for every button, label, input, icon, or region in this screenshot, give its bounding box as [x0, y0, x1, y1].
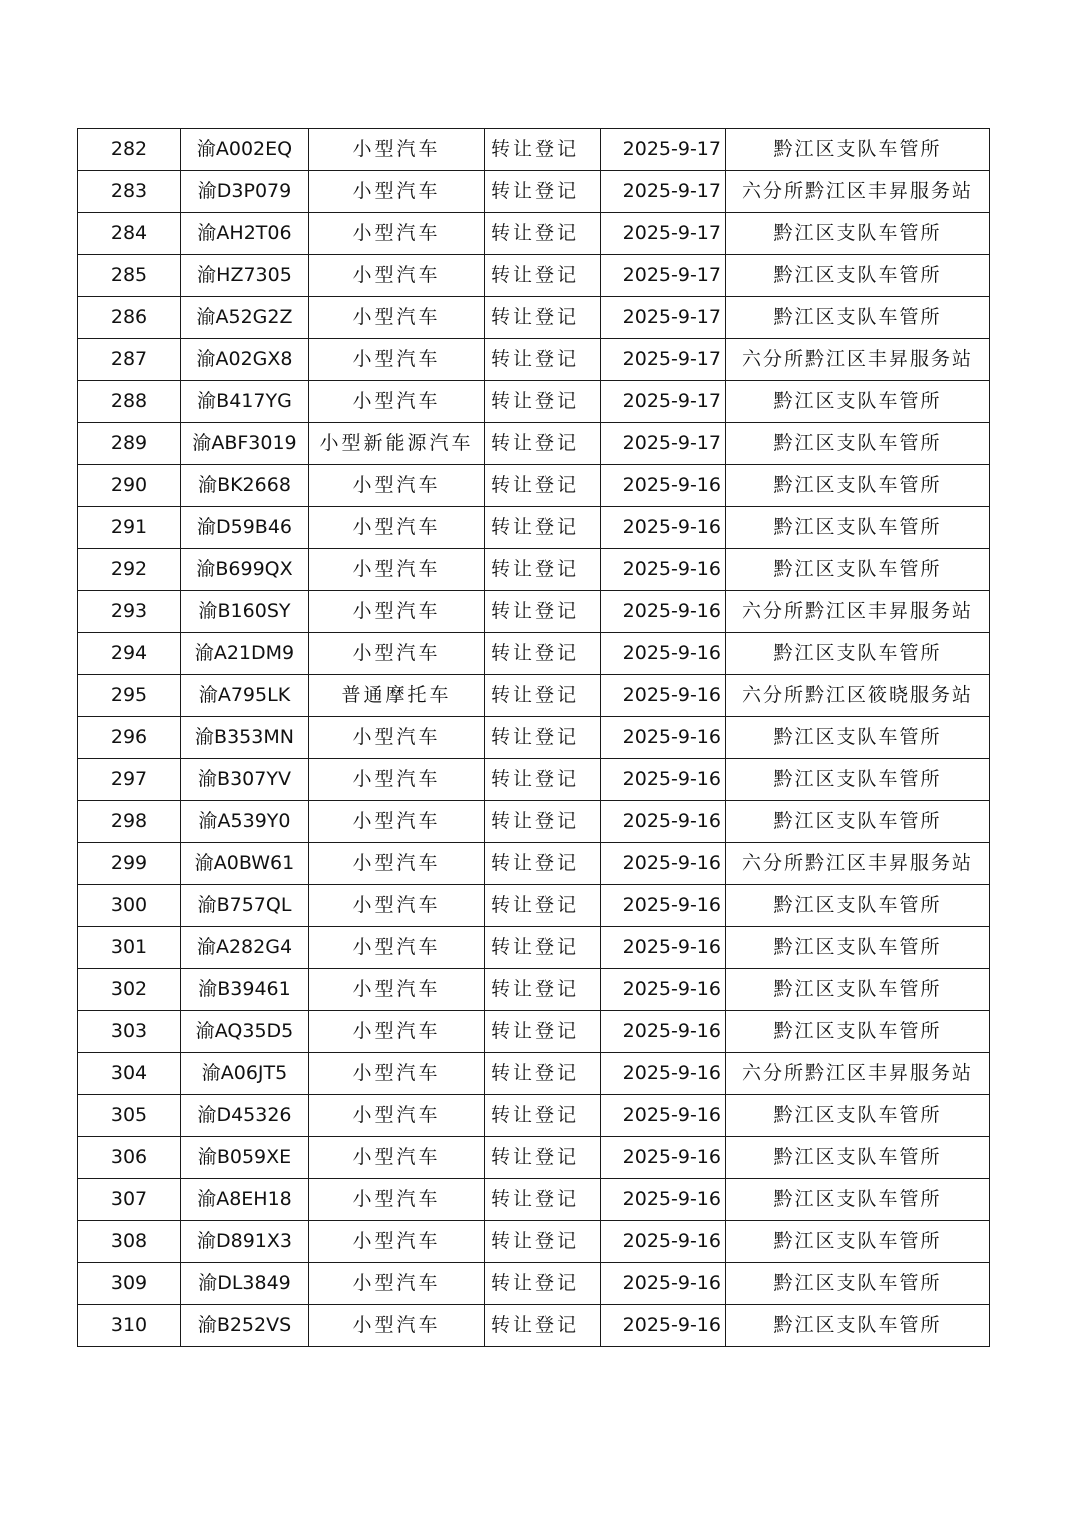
cell-date: 2025-9-16 — [601, 1221, 726, 1263]
cell-serial-number: 284 — [78, 213, 181, 255]
cell-date: 2025-9-16 — [601, 1137, 726, 1179]
cell-plate-number: 渝A539Y0 — [181, 801, 309, 843]
cell-office: 黔江区支队车管所 — [726, 465, 990, 507]
cell-serial-number: 305 — [78, 1095, 181, 1137]
cell-office: 黔江区支队车管所 — [726, 423, 990, 465]
cell-vehicle-type: 小型汽车 — [309, 633, 485, 675]
table-row — [78, 1053, 990, 1095]
cell-date: 2025-9-16 — [601, 1095, 726, 1137]
table-row — [78, 885, 990, 927]
cell-office: 六分所黔江区筱晓服务站 — [726, 675, 990, 717]
cell-plate-number: 渝D45326 — [181, 1095, 309, 1137]
cell-serial-number: 293 — [78, 591, 181, 633]
cell-vehicle-type: 小型汽车 — [309, 1221, 485, 1263]
cell-plate-number: 渝A8EH18 — [181, 1179, 309, 1221]
table-row — [78, 801, 990, 843]
cell-business-type: 转让登记 — [485, 633, 601, 675]
cell-date: 2025-9-16 — [601, 927, 726, 969]
table-row — [78, 381, 990, 423]
cell-business-type: 转让登记 — [485, 1263, 601, 1305]
cell-vehicle-type: 小型汽车 — [309, 507, 485, 549]
table-row — [78, 255, 990, 297]
cell-plate-number: 渝B353MN — [181, 717, 309, 759]
cell-serial-number: 299 — [78, 843, 181, 885]
cell-vehicle-type: 小型汽车 — [309, 339, 485, 381]
table-row — [78, 507, 990, 549]
cell-plate-number: 渝B059XE — [181, 1137, 309, 1179]
cell-vehicle-type: 小型汽车 — [309, 843, 485, 885]
cell-serial-number: 306 — [78, 1137, 181, 1179]
cell-date: 2025-9-17 — [601, 339, 726, 381]
cell-serial-number: 302 — [78, 969, 181, 1011]
cell-plate-number: 渝B39461 — [181, 969, 309, 1011]
cell-business-type: 转让登记 — [485, 423, 601, 465]
cell-business-type: 转让登记 — [485, 549, 601, 591]
cell-vehicle-type: 小型汽车 — [309, 591, 485, 633]
cell-serial-number: 289 — [78, 423, 181, 465]
table-row — [78, 633, 990, 675]
cell-office: 黔江区支队车管所 — [726, 1095, 990, 1137]
cell-office: 黔江区支队车管所 — [726, 1305, 990, 1347]
cell-date: 2025-9-16 — [601, 1263, 726, 1305]
cell-date: 2025-9-17 — [601, 423, 726, 465]
cell-office: 黔江区支队车管所 — [726, 1137, 990, 1179]
cell-plate-number: 渝A06JT5 — [181, 1053, 309, 1095]
cell-business-type: 转让登记 — [485, 465, 601, 507]
table-row — [78, 759, 990, 801]
cell-business-type: 转让登记 — [485, 381, 601, 423]
table-row — [78, 213, 990, 255]
cell-vehicle-type: 小型汽车 — [309, 885, 485, 927]
cell-serial-number: 296 — [78, 717, 181, 759]
cell-vehicle-type: 小型汽车 — [309, 801, 485, 843]
table-row — [78, 675, 990, 717]
table-row — [78, 297, 990, 339]
cell-office: 六分所黔江区丰昇服务站 — [726, 339, 990, 381]
cell-office: 黔江区支队车管所 — [726, 507, 990, 549]
cell-office: 黔江区支队车管所 — [726, 1179, 990, 1221]
cell-serial-number: 304 — [78, 1053, 181, 1095]
cell-vehicle-type: 小型新能源汽车 — [309, 423, 485, 465]
table-row — [78, 1137, 990, 1179]
table-body — [78, 129, 990, 1347]
table-row — [78, 1095, 990, 1137]
cell-business-type: 转让登记 — [485, 885, 601, 927]
cell-serial-number: 308 — [78, 1221, 181, 1263]
cell-business-type: 转让登记 — [485, 507, 601, 549]
cell-serial-number: 282 — [78, 129, 181, 171]
cell-date: 2025-9-16 — [601, 591, 726, 633]
cell-plate-number: 渝A52G2Z — [181, 297, 309, 339]
cell-vehicle-type: 小型汽车 — [309, 213, 485, 255]
cell-business-type: 转让登记 — [485, 969, 601, 1011]
cell-date: 2025-9-16 — [601, 843, 726, 885]
table-row — [78, 465, 990, 507]
cell-business-type: 转让登记 — [485, 759, 601, 801]
cell-office: 黔江区支队车管所 — [726, 213, 990, 255]
cell-plate-number: 渝B757QL — [181, 885, 309, 927]
cell-business-type: 转让登记 — [485, 1053, 601, 1095]
cell-date: 2025-9-16 — [601, 1179, 726, 1221]
cell-business-type: 转让登记 — [485, 213, 601, 255]
cell-plate-number: 渝A795LK — [181, 675, 309, 717]
cell-plate-number: 渝B160SY — [181, 591, 309, 633]
cell-business-type: 转让登记 — [485, 1011, 601, 1053]
cell-date: 2025-9-17 — [601, 297, 726, 339]
registration-table — [77, 128, 990, 1347]
cell-plate-number: 渝B699QX — [181, 549, 309, 591]
table-row — [78, 171, 990, 213]
table-row — [78, 591, 990, 633]
cell-business-type: 转让登记 — [485, 675, 601, 717]
cell-serial-number: 298 — [78, 801, 181, 843]
cell-date: 2025-9-16 — [601, 885, 726, 927]
cell-serial-number: 287 — [78, 339, 181, 381]
table-row — [78, 1179, 990, 1221]
cell-business-type: 转让登记 — [485, 129, 601, 171]
table-row — [78, 1221, 990, 1263]
cell-office: 黔江区支队车管所 — [726, 1221, 990, 1263]
cell-serial-number: 290 — [78, 465, 181, 507]
cell-serial-number: 283 — [78, 171, 181, 213]
cell-vehicle-type: 小型汽车 — [309, 717, 485, 759]
cell-office: 黔江区支队车管所 — [726, 129, 990, 171]
cell-office: 黔江区支队车管所 — [726, 1011, 990, 1053]
cell-vehicle-type: 小型汽车 — [309, 1263, 485, 1305]
cell-office: 六分所黔江区丰昇服务站 — [726, 171, 990, 213]
cell-office: 黔江区支队车管所 — [726, 549, 990, 591]
cell-date: 2025-9-17 — [601, 213, 726, 255]
cell-plate-number: 渝B252VS — [181, 1305, 309, 1347]
cell-office: 黔江区支队车管所 — [726, 969, 990, 1011]
cell-plate-number: 渝BK2668 — [181, 465, 309, 507]
cell-date: 2025-9-17 — [601, 129, 726, 171]
cell-office: 黔江区支队车管所 — [726, 297, 990, 339]
cell-business-type: 转让登记 — [485, 1095, 601, 1137]
cell-vehicle-type: 小型汽车 — [309, 129, 485, 171]
cell-office: 黔江区支队车管所 — [726, 801, 990, 843]
cell-vehicle-type: 小型汽车 — [309, 1305, 485, 1347]
cell-office: 黔江区支队车管所 — [726, 927, 990, 969]
cell-serial-number: 288 — [78, 381, 181, 423]
cell-office: 黔江区支队车管所 — [726, 381, 990, 423]
cell-business-type: 转让登记 — [485, 801, 601, 843]
cell-plate-number: 渝D3P079 — [181, 171, 309, 213]
cell-plate-number: 渝A21DM9 — [181, 633, 309, 675]
cell-office: 黔江区支队车管所 — [726, 759, 990, 801]
cell-office: 六分所黔江区丰昇服务站 — [726, 1053, 990, 1095]
cell-vehicle-type: 小型汽车 — [309, 255, 485, 297]
cell-plate-number: 渝B307YV — [181, 759, 309, 801]
cell-business-type: 转让登记 — [485, 927, 601, 969]
cell-date: 2025-9-16 — [601, 969, 726, 1011]
table-row — [78, 1011, 990, 1053]
table-row — [78, 339, 990, 381]
table-row — [78, 969, 990, 1011]
cell-serial-number: 292 — [78, 549, 181, 591]
cell-business-type: 转让登记 — [485, 717, 601, 759]
cell-plate-number: 渝A0BW61 — [181, 843, 309, 885]
cell-serial-number: 286 — [78, 297, 181, 339]
cell-business-type: 转让登记 — [485, 1305, 601, 1347]
cell-date: 2025-9-16 — [601, 549, 726, 591]
table-row — [78, 129, 990, 171]
cell-date: 2025-9-16 — [601, 1053, 726, 1095]
cell-plate-number: 渝HZ7305 — [181, 255, 309, 297]
cell-vehicle-type: 小型汽车 — [309, 1179, 485, 1221]
cell-serial-number: 307 — [78, 1179, 181, 1221]
cell-serial-number: 301 — [78, 927, 181, 969]
table-row — [78, 927, 990, 969]
cell-vehicle-type: 小型汽车 — [309, 549, 485, 591]
cell-date: 2025-9-17 — [601, 171, 726, 213]
cell-serial-number: 294 — [78, 633, 181, 675]
cell-serial-number: 310 — [78, 1305, 181, 1347]
cell-plate-number: 渝A02GX8 — [181, 339, 309, 381]
cell-vehicle-type: 小型汽车 — [309, 1011, 485, 1053]
cell-date: 2025-9-16 — [601, 675, 726, 717]
cell-business-type: 转让登记 — [485, 843, 601, 885]
cell-date: 2025-9-16 — [601, 1305, 726, 1347]
table-row — [78, 1305, 990, 1347]
cell-business-type: 转让登记 — [485, 1221, 601, 1263]
cell-office: 黔江区支队车管所 — [726, 255, 990, 297]
cell-business-type: 转让登记 — [485, 297, 601, 339]
cell-plate-number: 渝A282G4 — [181, 927, 309, 969]
cell-office: 六分所黔江区丰昇服务站 — [726, 843, 990, 885]
table-row — [78, 1263, 990, 1305]
cell-serial-number: 303 — [78, 1011, 181, 1053]
cell-vehicle-type: 小型汽车 — [309, 969, 485, 1011]
cell-serial-number: 291 — [78, 507, 181, 549]
cell-business-type: 转让登记 — [485, 1179, 601, 1221]
cell-office: 六分所黔江区丰昇服务站 — [726, 591, 990, 633]
cell-date: 2025-9-16 — [601, 1011, 726, 1053]
cell-vehicle-type: 小型汽车 — [309, 465, 485, 507]
cell-business-type: 转让登记 — [485, 1137, 601, 1179]
cell-vehicle-type: 小型汽车 — [309, 759, 485, 801]
table-row — [78, 549, 990, 591]
cell-serial-number: 297 — [78, 759, 181, 801]
cell-vehicle-type: 小型汽车 — [309, 1053, 485, 1095]
cell-plate-number: 渝B417YG — [181, 381, 309, 423]
cell-plate-number: 渝D891X3 — [181, 1221, 309, 1263]
cell-office: 黔江区支队车管所 — [726, 633, 990, 675]
cell-business-type: 转让登记 — [485, 255, 601, 297]
cell-vehicle-type: 小型汽车 — [309, 927, 485, 969]
cell-vehicle-type: 小型汽车 — [309, 1095, 485, 1137]
cell-office: 黔江区支队车管所 — [726, 717, 990, 759]
cell-office: 黔江区支队车管所 — [726, 885, 990, 927]
cell-office: 黔江区支队车管所 — [726, 1263, 990, 1305]
cell-plate-number: 渝AH2T06 — [181, 213, 309, 255]
cell-plate-number: 渝AQ35D5 — [181, 1011, 309, 1053]
cell-date: 2025-9-16 — [601, 465, 726, 507]
cell-business-type: 转让登记 — [485, 339, 601, 381]
table-row — [78, 717, 990, 759]
cell-date: 2025-9-16 — [601, 717, 726, 759]
cell-date: 2025-9-16 — [601, 633, 726, 675]
cell-vehicle-type: 小型汽车 — [309, 1137, 485, 1179]
cell-date: 2025-9-16 — [601, 759, 726, 801]
cell-plate-number: 渝ABF3019 — [181, 423, 309, 465]
cell-serial-number: 300 — [78, 885, 181, 927]
cell-plate-number: 渝D59B46 — [181, 507, 309, 549]
cell-plate-number: 渝DL3849 — [181, 1263, 309, 1305]
cell-plate-number: 渝A002EQ — [181, 129, 309, 171]
cell-date: 2025-9-17 — [601, 381, 726, 423]
cell-business-type: 转让登记 — [485, 591, 601, 633]
cell-vehicle-type: 小型汽车 — [309, 381, 485, 423]
cell-serial-number: 309 — [78, 1263, 181, 1305]
cell-vehicle-type: 小型汽车 — [309, 297, 485, 339]
table-row — [78, 423, 990, 465]
cell-date: 2025-9-16 — [601, 507, 726, 549]
cell-vehicle-type: 小型汽车 — [309, 171, 485, 213]
cell-date: 2025-9-17 — [601, 255, 726, 297]
cell-serial-number: 285 — [78, 255, 181, 297]
cell-serial-number: 295 — [78, 675, 181, 717]
cell-business-type: 转让登记 — [485, 171, 601, 213]
cell-vehicle-type: 普通摩托车 — [309, 675, 485, 717]
table-row — [78, 843, 990, 885]
cell-date: 2025-9-16 — [601, 801, 726, 843]
